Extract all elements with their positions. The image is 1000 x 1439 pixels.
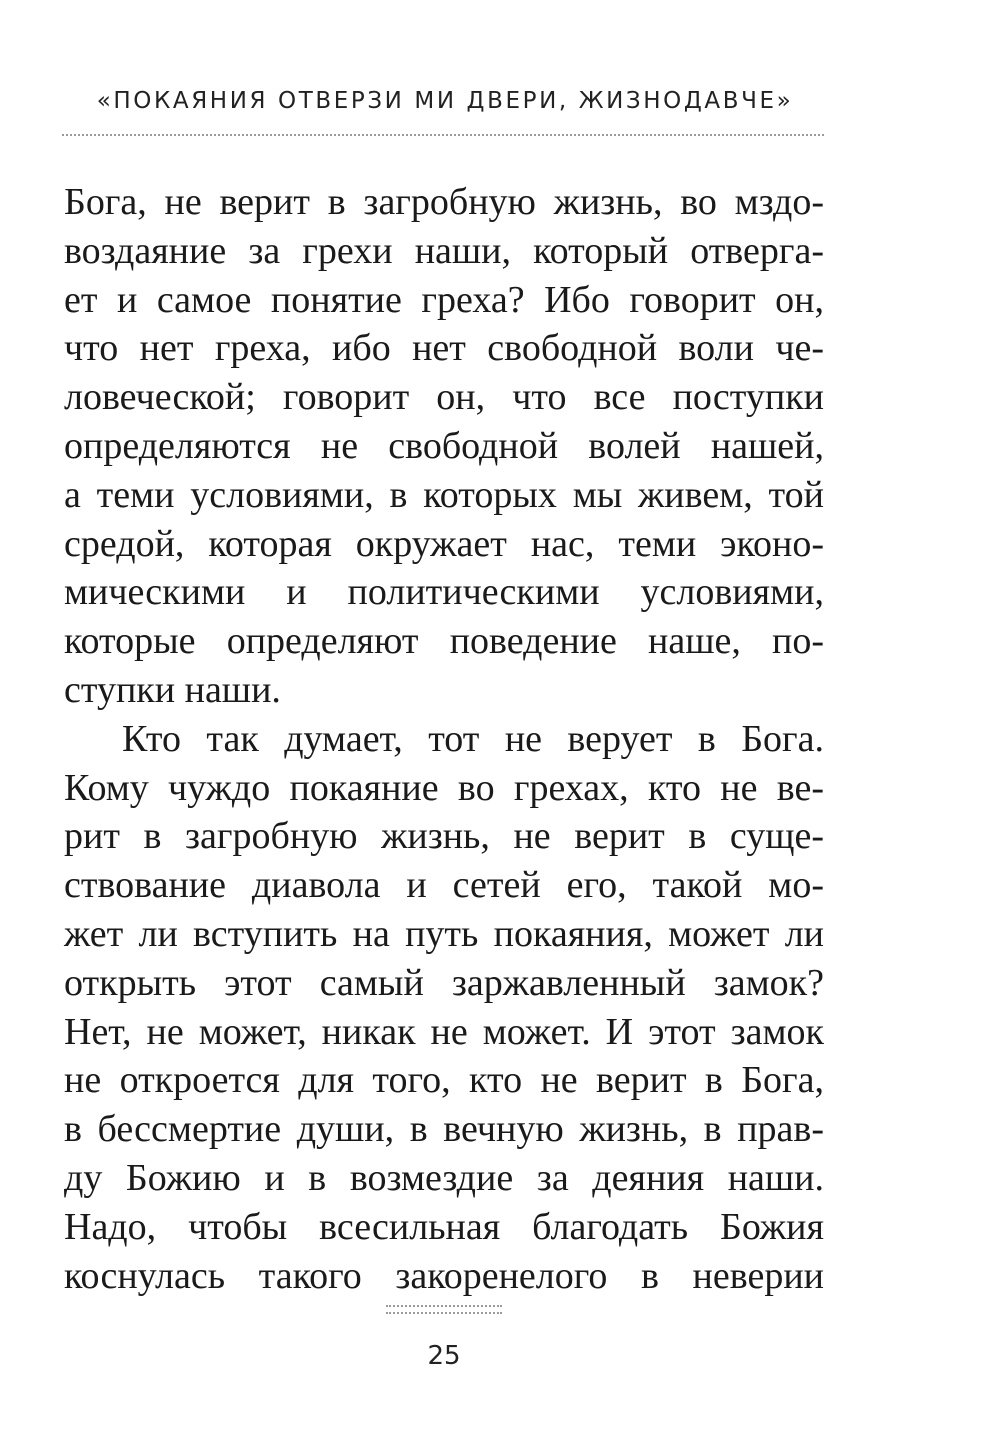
text-line: не откроется для того, кто не верит в Бога,	[64, 1059, 824, 1102]
text-line: которые определяют поведение наше, по-	[64, 620, 824, 663]
text-line: воздаяние за грехи наши, который отверга-	[64, 229, 824, 272]
text-line: Кому чуждо покаяние во грехах, кто не ве-	[64, 766, 824, 809]
text-line: а теми условиями, в которых мы живем, той	[64, 473, 824, 516]
text-line: что нет греха, ибо нет свободной воли че-	[64, 327, 824, 370]
text-line: средой, которая окружает нас, теми эконо-	[64, 522, 824, 565]
text-line: определяются не свободной волей нашей,	[64, 424, 824, 467]
page-number: 25	[427, 1341, 461, 1371]
text-line: ствование диавола и сетей его, такой мо-	[64, 864, 824, 907]
paragraph-end-line: ступки наши.	[64, 668, 281, 711]
text-line: Надо, чтобы всесильная благодать Божия	[64, 1205, 824, 1248]
paragraph-start-line: Кто так думает, тот не верует в Бога.	[122, 717, 824, 760]
text-line: ет и самое понятие греха? Ибо говорит он,	[64, 278, 824, 321]
footer-divider-second	[386, 1312, 502, 1314]
text-line: ду Божию и в возмездие за деяния наши.	[64, 1156, 824, 1199]
header-divider	[62, 134, 824, 136]
page-body-text	[64, 178, 824, 1300]
text-line: Нет, не может, никак не может. И этот замок	[64, 1010, 824, 1053]
running-head-title: «ПОКАЯНИЯ ОТВЕРЗИ МИ ДВЕРИ, ЖИЗНОДАВЧЕ»	[96, 88, 794, 114]
text-line: Бога, не верит в загробную жизнь, во мздо-	[64, 181, 824, 223]
text-line: жет ли вступить на путь покаяния, может ли	[64, 912, 824, 955]
footer-divider	[386, 1305, 502, 1307]
text-line: в бессмертие души, в вечную жизнь, в прав-	[64, 1108, 824, 1151]
text-line: рит в загробную жизнь, не верит в суще-	[64, 815, 824, 858]
text-line: мическими и политическими условиями,	[64, 571, 824, 614]
text-line: ловеческой; говорит он, что все поступки	[64, 376, 824, 419]
text-line: коснулась такого закоренелого в неверии	[64, 1254, 824, 1297]
text-line: открыть этот самый заржавленный замок?	[64, 961, 824, 1004]
